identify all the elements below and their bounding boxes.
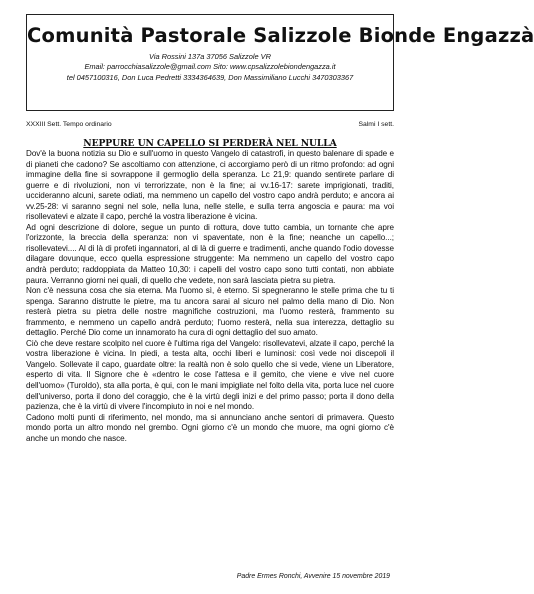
parish-header [26, 14, 534, 111]
phone-contacts-line: tel 0457100316, Don Luca Pedretti 3334364639, Don Massimiliano Lucchi 3470303367 [66, 72, 354, 82]
psalter-week: Salmi I sett. [358, 121, 394, 128]
liturgical-week: XXXIII Sett. Tempo ordinario [26, 121, 112, 128]
article-title: NEPPURE UN CAPELLO SI PERDERÀ NEL NULLA [83, 138, 337, 149]
article-body [26, 149, 394, 444]
community-title: Comunità Pastorale Salizzole Bionde Engazzà [27, 24, 534, 47]
article-signature: Padre Ermes Ronchi, Avvenire 15 novembre 2019 [236, 573, 390, 580]
article-paragraph: Ciò che deve restare scolpito nel cuore è l'ultima riga del Vangelo: risollevatevi, alzate il capo, perché la vostra liberazione è vicina. In piedi, a testa alta, occhi liberi e luminosi: così vede noi discepoli il Vangelo. Sollevate il capo, guardate oltre: la realtà non è solo quello che si vede, viene un Liberatore, esperto di vita. Il Signore che è «dentro le cose l'attesa e il gemito, che viene e vive nel cuore dell'uomo» (Turoldo), sta alla porta, è qui, con le mani impigliate nel folto della vita, porta luce nel cuore dell'universo, porta il dono del coraggio, che è la virtù degli inizi e del primo passo; porta il dono della pazienza, che è la virtù di vivere l'incompiuto in noi e nel mondo. [26, 338, 394, 412]
email-website-line: Email: parrocchiasalizzole@gmail.com Sito: www.cpsalizzolebiondengazza.it [84, 62, 336, 71]
article-paragraph: Ad ogni descrizione di dolore, segue un punto di rottura, dove tutto cambia, un tornante che apre l'orizzonte, la breccia della speranza: non vi spaventate, non è la fine; neanche un capello...; risollevatevi.... Al di là di profeti ingannatori, al di là di guerre e tradimenti, anche quando l'odio dovesse dilagare dovunque, ecco quella espressione struggente: Ma nemmeno un capello del vostro capo andrà perduto; raddoppiata da Matteo 10,30: i capelli del vostro capo sono tutti contati, non abbiate paura. Verranno giorni nei quali, di quello che vedete, non sarà lasciata pietra su pietra. [26, 222, 394, 285]
parish-address: Via Rossini 137a 37056 Salizzole VR [149, 52, 271, 61]
liturgical-info-row [26, 121, 394, 128]
article-paragraph: Cadono molti punti di riferimento, nel mondo, ma si annunciano anche sentori di primavera. Questo mondo porta un altro mondo nel grembo. Ogni giorno c'è un mondo che muore, ma ogni giorno c'è anche un mondo che nasce. [26, 412, 394, 443]
article-paragraph: Non c'è nessuna cosa che sia eterna. Ma l'uomo sì, è eterno. Si spegneranno le stelle prima che tu ti spenga. Saranno distrutte le pietre, ma tu ancora sarai al sicuro nel palmo della mano di Dio. Non resterà pietra su pietra delle nostre magnifiche costruzioni, ma l'uomo resterà, frammento su frammento, e nemmeno un capello andrà perduto; l'uomo resterà, nella sua interezza, dettaglio su dettaglio. Perché Dio come un innamorato ha cura di ogni dettaglio del suo amato. [26, 286, 394, 338]
article-paragraph: Dov'è la buona notizia su Dio e sull'uomo in questo Vangelo di catastrofi, in questo balenare di spade e di pianeti che cadono? Se ascoltiamo con attenzione, ci accorgiamo però di un ritmo profondo: ad ogni immagine della fine si sovrappone il germoglio della speranza. Lc 21,9: quando sentirete parlare di guerre e di rivoluzioni, non vi terrorizzate, non è la fine; ai vv.16-17: sarete imprigionati, traditi, uccideranno alcuni, sarete odiati, ma nemmeno un capello del vostro capo andrà perduto; e ancora ai vv.25-28: vi saranno segni nel sole, nella luna, nelle stelle, e sulla terra angoscia e paura: ma voi risollevatevi e alzate il capo, perché la vostra liberazione è vicina. [26, 149, 394, 222]
